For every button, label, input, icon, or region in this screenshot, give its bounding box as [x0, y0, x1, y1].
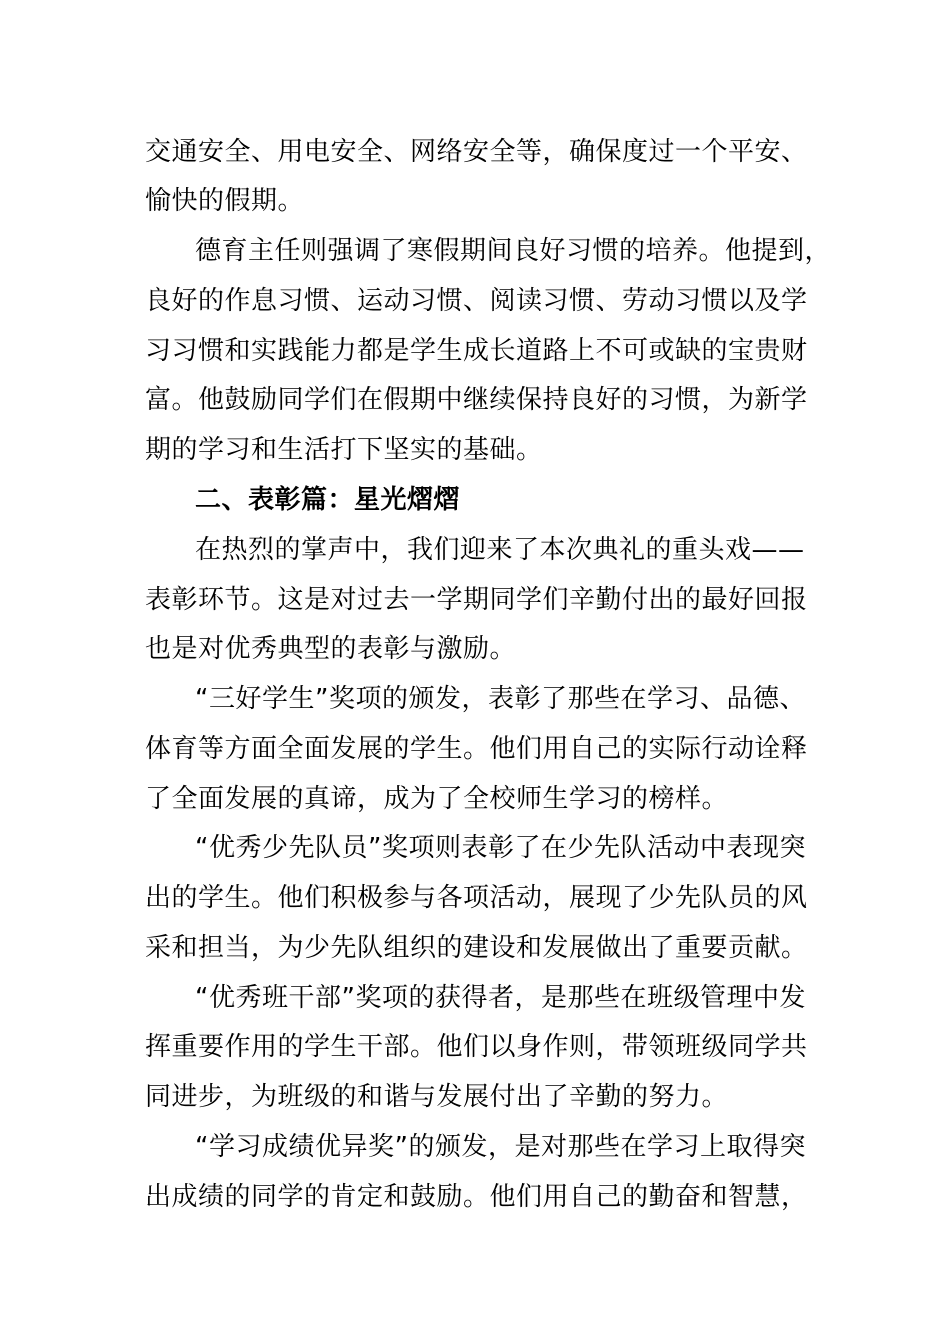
text-line: 挥重要作用的学生干部。他们以身作则，带领班级同学共: [145, 1032, 808, 1062]
paragraph-start: “三好学生”奖项的颁发，表彰了那些在学习、品德、: [195, 684, 806, 714]
paragraph-start: “优秀少先队员”奖项则表彰了在少先队活动中表现突: [195, 833, 806, 863]
text-line: 习习惯和实践能力都是学生成长道路上不可或缺的宝贵财: [145, 336, 808, 366]
text-line: 表彰环节。这是对过去一学期同学们辛勤付出的最好回报: [145, 585, 808, 615]
text-line: 出成绩的同学的肯定和鼓励。他们用自己的勤奋和智慧，: [145, 1182, 808, 1212]
text-line: 体育等方面全面发展的学生。他们用自己的实际行动诠释: [145, 734, 808, 764]
text-line: 同进步，为班级的和谐与发展付出了辛勤的努力。: [145, 1082, 729, 1112]
paragraph-start: “学习成绩优异奖”的颁发，是对那些在学习上取得突: [195, 1132, 806, 1162]
text-line: 富。他鼓励同学们在假期中继续保持良好的习惯，为新学: [145, 385, 808, 415]
paragraph-start: “优秀班干部”奖项的获得者，是那些在班级管理中发: [195, 983, 806, 1013]
text-line: 出的学生。他们积极参与各项活动，展现了少先队员的风: [145, 883, 808, 913]
text-line: 也是对优秀典型的表彰与激励。: [145, 634, 517, 664]
paragraph-start: 德育主任则强调了寒假期间良好习惯的培养。他提到，: [195, 236, 832, 266]
text-line: 了全面发展的真谛，成为了全校师生学习的榜样。: [145, 784, 729, 814]
text-line: 采和担当，为少先队组织的建设和发展做出了重要贡献。: [145, 933, 808, 963]
text-line: 愉快的假期。: [145, 186, 305, 216]
paragraph-start: 在热烈的掌声中，我们迎来了本次典礼的重头戏——: [195, 535, 805, 565]
text-line: 良好的作息习惯、运动习惯、阅读习惯、劳动习惯以及学: [145, 286, 808, 316]
text-line: 期的学习和生活打下坚实的基础。: [145, 435, 543, 465]
text-line: 交通安全、用电安全、网络安全等，确保度过一个平安、: [145, 137, 808, 167]
section-heading: 二、表彰篇：星光熠熠: [195, 485, 461, 515]
